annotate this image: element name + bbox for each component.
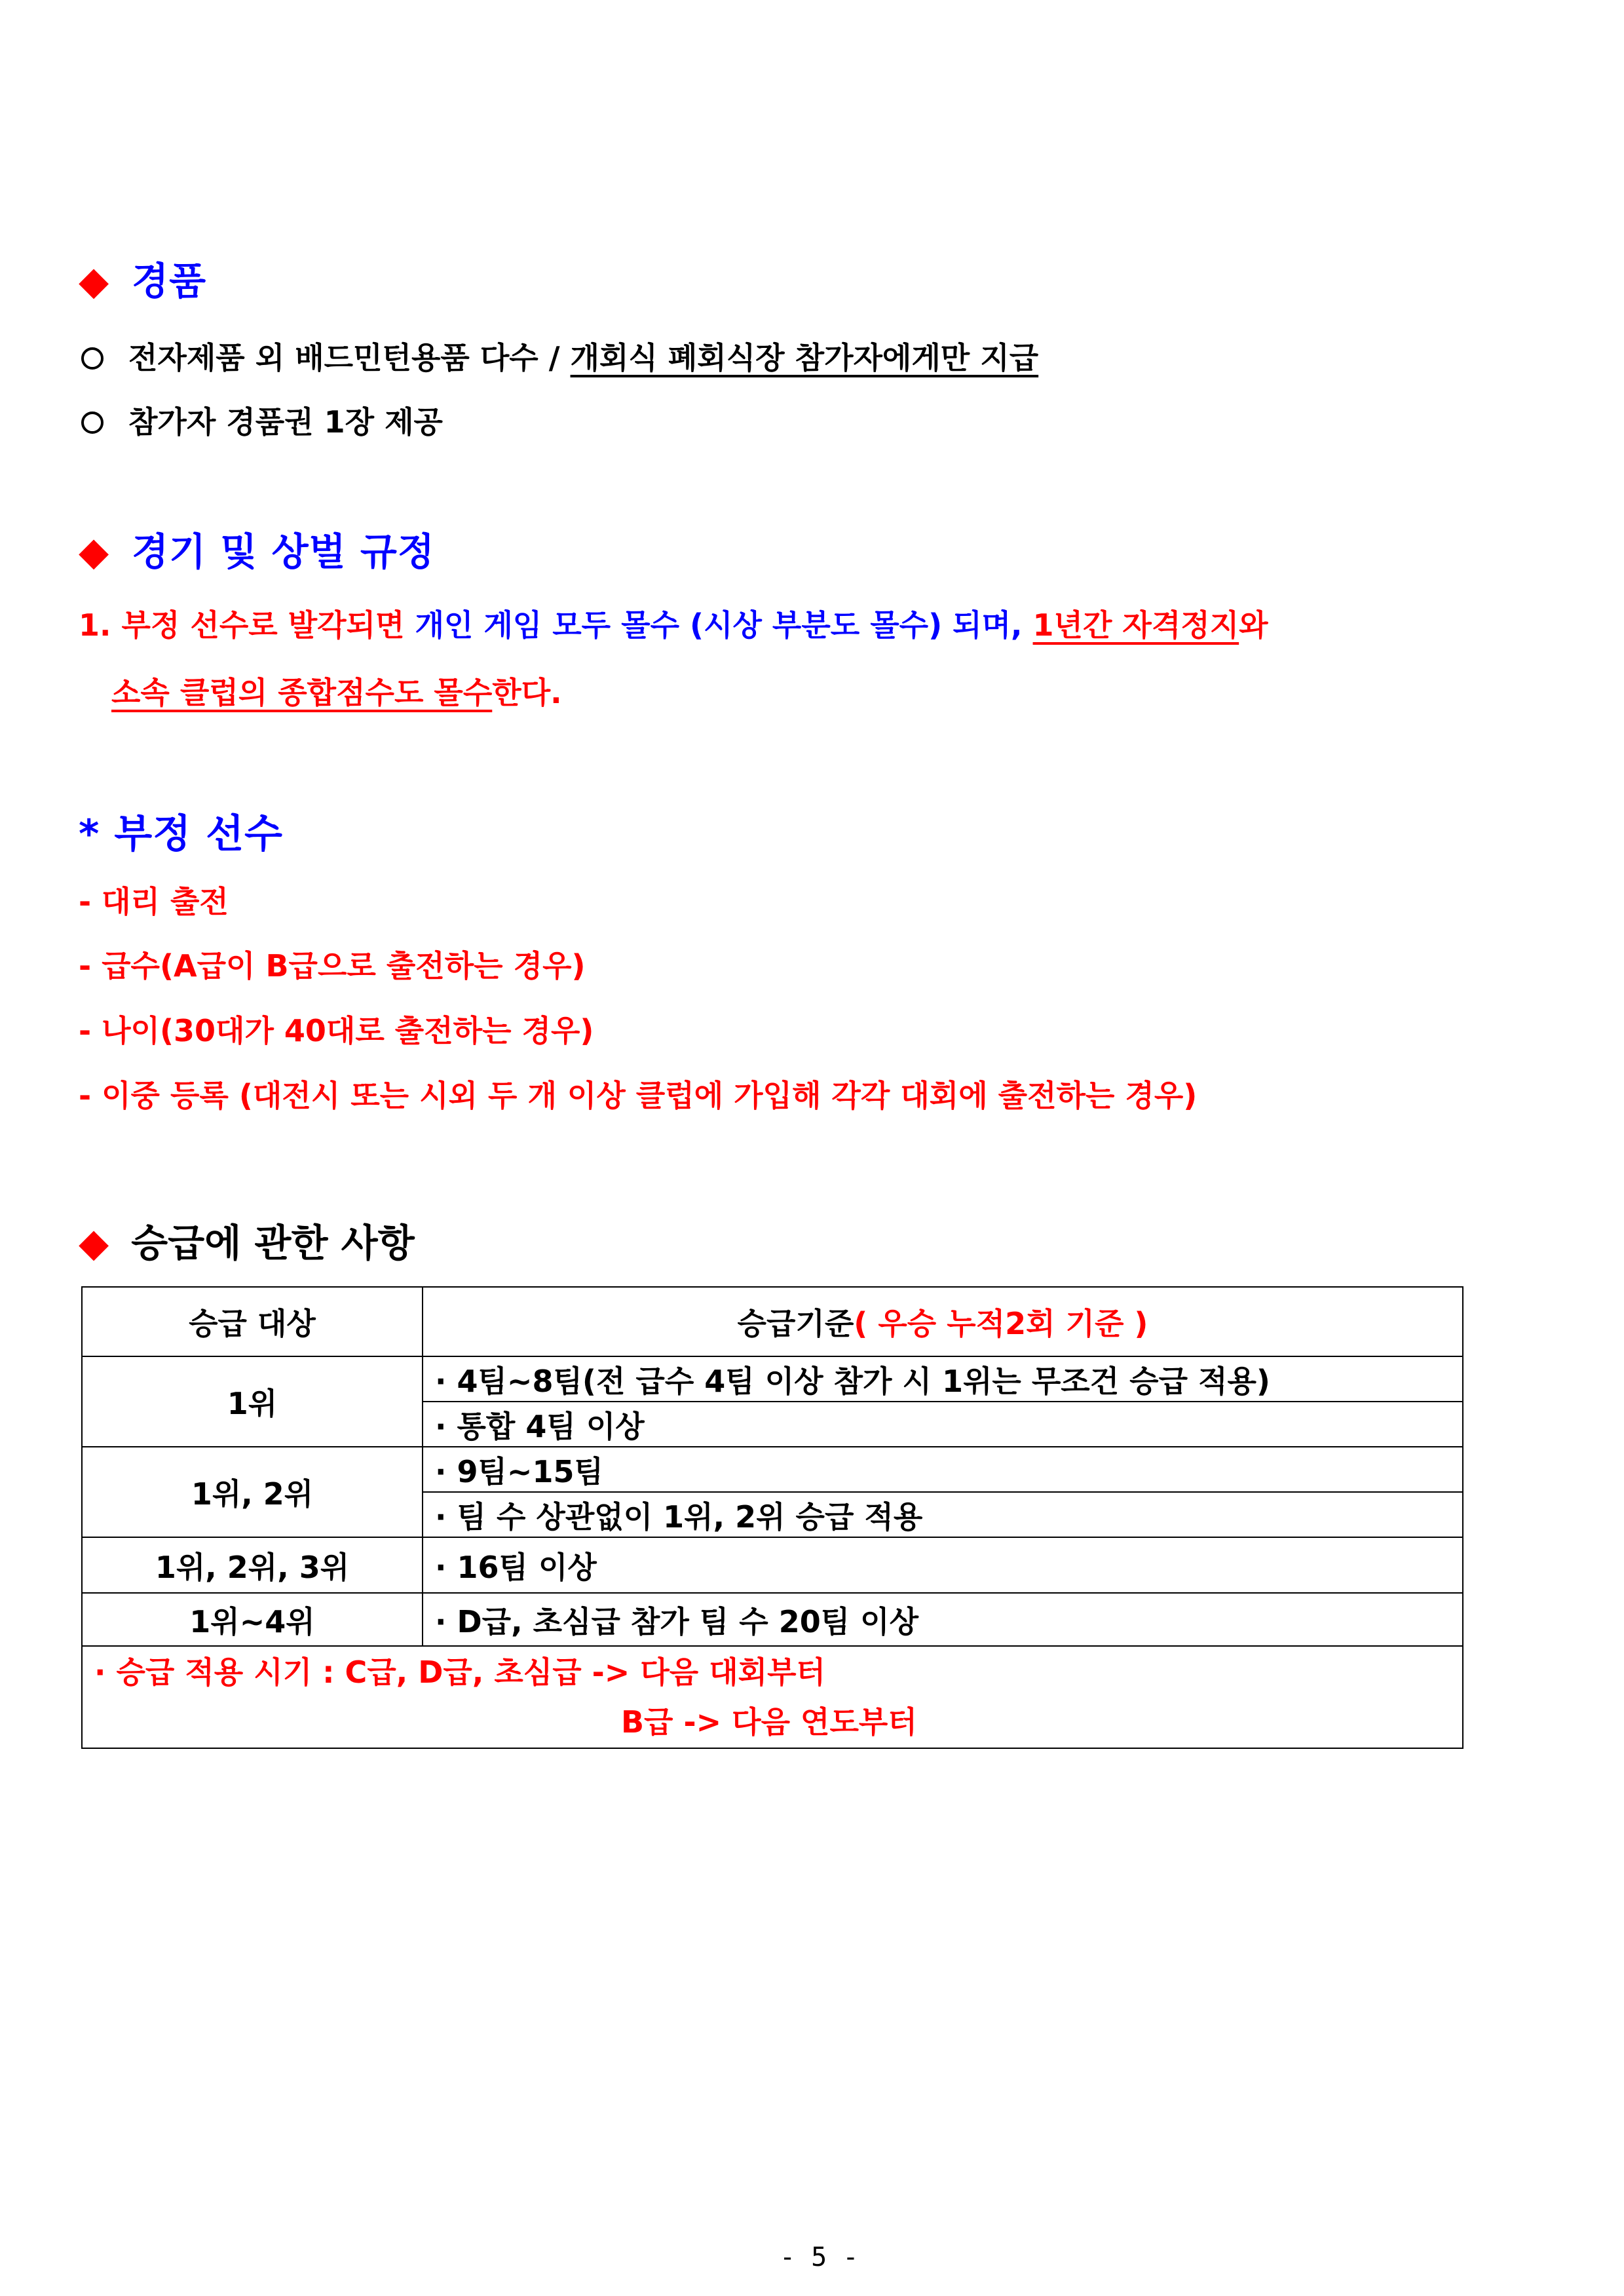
cheaters-heading: * 부정 선수: [79, 811, 283, 857]
col-header-criteria: 승급기준( 우승 누적2회 기준 ): [423, 1287, 1463, 1356]
suspension-text: 1년간 자격정지: [1032, 607, 1239, 643]
row-target: 1위, 2위: [82, 1447, 423, 1537]
promotion-table: [81, 1286, 1463, 1749]
table-row: [82, 1356, 1463, 1402]
table-footer-row: [82, 1646, 1463, 1748]
row-criteria: · D급, 초심급 참가 팀 수 20팀 이상: [423, 1593, 1463, 1646]
diamond-bullet-icon: ◆: [79, 529, 110, 575]
rules-heading: [79, 521, 435, 576]
row-target: 1위: [82, 1356, 423, 1447]
row-criteria: · 16팀 이상: [423, 1537, 1463, 1593]
table-header-row: [82, 1287, 1463, 1356]
prize-note-underlined: 개회식 폐회식장 참가자에게만 지급: [570, 340, 1039, 375]
rule-1-line-2: 소속 클럽의 종합점수도 몰수한다.: [111, 675, 562, 710]
row-target: 1위, 2위, 3위: [82, 1537, 423, 1593]
club-score-forfeit-text: 소속 클럽의 종합점수도 몰수: [111, 675, 493, 710]
row-criteria: · 4팀~8팀(전 급수 4팀 이상 참가 시 1위는 무조건 승급 적용): [423, 1356, 1463, 1402]
table-row: [82, 1447, 1463, 1492]
prize-item-2: 참가자 경품권 1장 제공: [81, 398, 443, 442]
rule-1-line-1: 1. 부정 선수로 발각되면 개인 게임 모두 몰수 (시상 부분도 몰수) 되며, 1년간 자격정지와: [79, 607, 1268, 643]
row-criteria: · 팀 수 상관없이 1위, 2위 승급 적용: [423, 1492, 1463, 1537]
cheater-item: - 이중 등록 (대전시 또는 시외 두 개 이상 클럽에 가입해 각각 대회에 출전하는 경우): [79, 1078, 1198, 1113]
promotion-timing-note: · 승급 적용 시기 : C급, D급, 초심급 -> 다음 대회부터 B급 -> 다음 연도부터: [82, 1646, 1463, 1748]
promotion-heading: [79, 1212, 415, 1267]
table-row: [82, 1593, 1463, 1646]
prizes-heading: [79, 250, 206, 305]
row-target: 1위~4위: [82, 1593, 423, 1646]
prizes-title: 경품: [132, 259, 207, 303]
row-criteria: · 통합 4팀 이상: [423, 1402, 1463, 1447]
cheater-item: - 대리 출전: [79, 884, 229, 919]
col-header-target: 승급 대상: [82, 1287, 423, 1356]
row-criteria: · 9팀~15팀: [423, 1447, 1463, 1492]
cheater-item: - 나이(30대가 40대로 출전하는 경우): [79, 1013, 594, 1048]
circle-bullet-icon: [81, 347, 104, 370]
rules-title: 경기 및 상벌 규정: [132, 529, 435, 574]
page-number: - 5 -: [780, 2242, 859, 2272]
prize-item-1: 전자제품 외 배드민턴용품 다수 / 개회식 폐회식장 참가자에게만 지급: [81, 334, 1038, 377]
promotion-title: 승급에 관한 사항: [131, 1221, 415, 1265]
diamond-bullet-icon: ◆: [79, 258, 110, 304]
diamond-bullet-icon: ◆: [79, 1220, 109, 1266]
table-row: [82, 1537, 1463, 1593]
circle-bullet-icon: [81, 411, 104, 434]
cheater-item: - 급수(A급이 B급으로 출전하는 경우): [79, 948, 586, 984]
